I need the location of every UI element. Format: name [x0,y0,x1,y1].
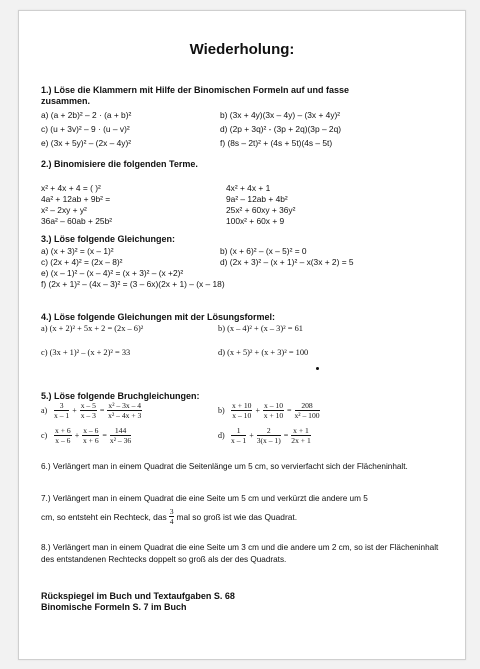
q3-item-f: f) (2x + 1)² – (4x – 3)² = (3 – 6x)(2x + 1) – (x – 18) [41,279,225,289]
q4-item-b: b) (x – 4)² + (x – 3)² = 61 [218,324,303,333]
footer-line-1: Rückspiegel im Buch und Textaufgaben S. 68 [41,591,235,601]
equals-sign: = [286,406,292,415]
operator: + [74,431,80,440]
fraction: $\frac{2}{3(x - 1)}$ [256,426,281,445]
q5-label-b: b) [218,406,225,415]
footer-line-2: Binomische Formeln S. 7 im Buch [41,602,187,612]
q4-heading: 4.) Löse folgende Gleichungen mit der Lösungsformel: [41,312,276,322]
q5-equation-a [41,401,143,420]
q6-text: 6.) Verlängert man in einem Quadrat die Seitenlänge um 5 cm, so vervierfacht sich der Flächeninhalt. [41,462,408,471]
q4-item-c: c) (3x + 1)² – (x + 2)² = 33 [41,348,131,357]
q3-item-e: e) (x – 1)² – (x – 4)² = (x + 3)² – (x +2)² [41,268,184,278]
equals-sign: = [102,431,107,440]
q5-label-d: d) [218,431,225,440]
q4-item-d: d) (x + 5)² + (x + 3)² = 100 [218,348,309,357]
q3-item-a: a) (x + 3)² = (x – 1)² [41,246,114,256]
q5-label-a: a) [41,406,48,415]
q2-left-1: x² + 4x + 4 = ( )² [41,183,101,193]
q5-equation-b [218,401,321,420]
q8-text: 8.) Verlängert man in einem Quadrat die eine Seite um 3 cm und die andere um 2 cm, so ist der Flächeninhalt des entstandenen Rechtecks doppelt so groß als der des Quadrats. [41,543,439,564]
q2-left-2: 4a² + 12ab + 9b² = [41,194,111,204]
equals-sign: = [99,406,105,415]
operator: + [249,431,254,440]
q1-item-b: b) (3x + 4y)(3x – 4y) – (3x + 4y)² [220,110,341,120]
q3-heading: 3.) Löse folgende Gleichungen: [41,234,176,244]
fraction: $\frac{x + 1}{2x + 1}$ [291,426,311,445]
ink-dot-mark [316,367,319,370]
fraction: $\frac{3}{x - 1}$ [54,401,70,420]
q5-heading: 5.) Löse folgende Bruchgleichungen: [41,391,200,401]
fraction: $\frac{144}{\text{x² – 36}}$ [109,426,132,445]
worksheet-page [18,10,466,660]
q5-label-c: c) [41,431,48,440]
q2-left-3: x² – 2xy + y² [41,205,87,215]
fraction-three-quarters: $\frac{3}{4}$ [169,507,174,526]
q1-item-a: a) (a + 2b)² – 2 · (a + b)² [41,110,132,120]
q5-equation-d [218,426,312,445]
q4-item-a: a) (x + 2)² + 5x + 2 = (2x – 6)² [41,324,144,333]
q7-line1: 7.) Verlängert man in einem Quadrat die eine Seite um 5 cm und verkürzt die andere um 5 [41,494,368,503]
q1-heading: 1.) Löse die Klammern mit Hilfe der Binomischen Formeln auf und fasse [41,85,350,95]
q3-item-d: d) (2x + 3)² – (x + 1)² – x(3x + 2) = 5 [220,257,354,267]
q7-text-post: mal so groß ist wie das Quadrat. [176,511,298,522]
q1-item-c: c) (u + 3v)² – 9 · (u – v)² [41,124,130,134]
fraction: $\frac{x - 10}{x + 10}$ [263,401,284,420]
q1-item-d: d) (2p + 3q)² - (3p + 2q)(3p – 2q) [220,124,342,134]
fraction: $\frac{x + 10}{x - 10}$ [232,401,252,420]
equals-sign: = [283,431,289,440]
q7-text-pre: cm, so entsteht ein Rechteck, das [41,511,167,522]
fraction: $\frac{208}{\text{x² – 100}}$ [294,401,320,420]
q5-equation-c [41,426,132,445]
fraction: $\frac{\text{x² – 3x – 4}}{\text{x² – 4x + 3}}$ [108,401,142,420]
q7-line2 [41,507,297,526]
q1-item-e: e) (3x + 5y)² – (2x – 4y)² [41,138,132,148]
page-title: Wiederholung: [189,41,295,58]
operator: + [255,406,260,415]
q2-heading: 2.) Binomisiere die folgenden Terme. [41,159,198,169]
fraction: $\frac{x - 6}{x + 6}$ [82,426,99,445]
q3-item-c: c) (2x + 4)² = (2x – 8)² [41,257,123,267]
q1-heading-cont: zusammen. [41,96,91,106]
q2-right-1: 4x² + 4x + 1 [226,183,271,193]
q1-item-f: f) (8s – 2t)² + (4s + 5t)(4s – 5t) [220,138,333,148]
q2-left-4: 36a² – 60ab + 25b² [41,216,113,226]
q2-right-4: 100x² + 60x + 9 [226,216,285,226]
fraction: $\frac{1}{x - 1}$ [231,426,247,445]
q3-item-b: b) (x + 6)² – (x – 5)² = 0 [220,246,307,256]
fraction: $\frac{x - 5}{x - 3}$ [80,401,96,420]
q2-right-2: 9a² – 12ab + 4b² [226,194,288,204]
q2-right-3: 25x² + 60xy + 36y² [226,205,296,215]
fraction: $\frac{x + 6}{x - 6}$ [55,426,71,445]
operator: + [72,406,77,415]
